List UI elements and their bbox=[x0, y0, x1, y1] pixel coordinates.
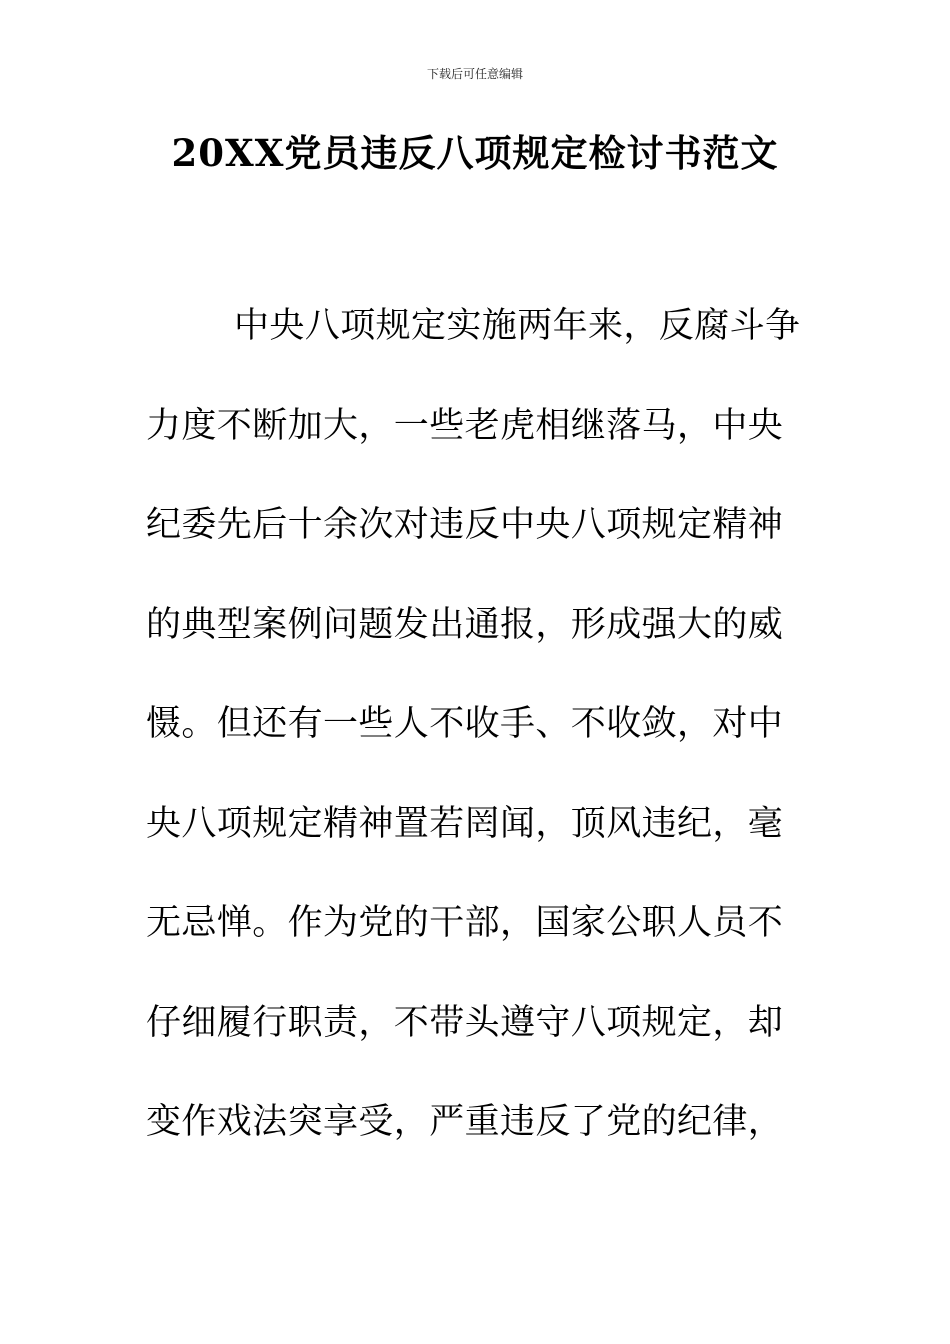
body-line: 变作戏法突享受，严重违反了党的纪律， bbox=[146, 1102, 784, 1142]
body-line: 力度不断加大，一些老虎相继落马，中央 bbox=[146, 405, 784, 446]
body-line: 仔细履行职责，不带头遵守八项规定，却 bbox=[146, 1002, 784, 1043]
body-line: 慑。但还有一些人不收手、不收敛，对中 bbox=[146, 704, 784, 744]
body-line: 纪委先后十余次对违反中央八项规定精神 bbox=[146, 505, 784, 545]
body-line: 中央八项规定实施两年来，反腐斗争 bbox=[234, 306, 801, 346]
document-title: 20XX党员违反八项规定检讨书范文 bbox=[171, 131, 779, 175]
header-note: 下载后可任意编辑 bbox=[426, 67, 523, 81]
body-paragraph bbox=[146, 296, 806, 1192]
body-line: 无忌惮。作为党的干部，国家公职人员不 bbox=[146, 903, 784, 943]
body-line: 央八项规定精神置若罔闻，顶风违纪，毫 bbox=[146, 803, 784, 844]
body-line: 的典型案例问题发出通报，形成强大的威 bbox=[146, 604, 784, 645]
